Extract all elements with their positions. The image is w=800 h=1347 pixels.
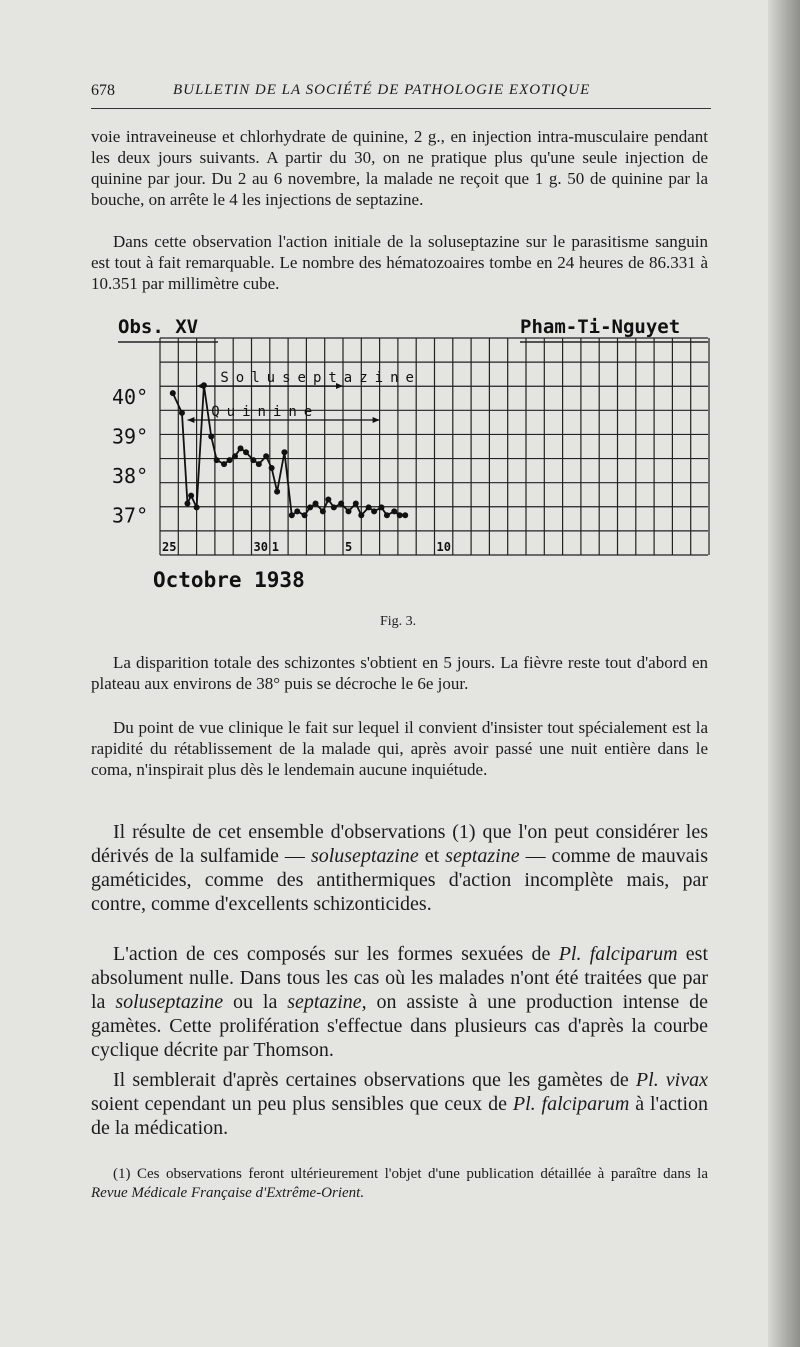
temperature-point <box>188 493 194 499</box>
running-title: BULLETIN DE LA SOCIÉTÉ DE PATHOLOGIE EXOTIQUE <box>173 82 591 98</box>
paragraph-mid-2: Du point de vue clinique le fait sur lequel il convient d'insister tout spécialement est la rapidité du rétablissement de la malade qui, après avoir passé une nuit entière dans le coma, n'inspirait plus dès le lendemain aucune inquiétude. <box>91 718 708 779</box>
y-tick-label: 37° <box>112 503 149 528</box>
footnote-journal: Revue Médicale Française d'Extrême-Orient. <box>91 1185 365 1201</box>
temperature-point <box>331 504 337 510</box>
temperature-point <box>307 504 313 510</box>
temperature-point <box>194 504 200 510</box>
chart-labels <box>112 316 680 592</box>
temperature-point <box>338 500 344 506</box>
text-italic: soluseptazine <box>115 991 224 1013</box>
temperature-curve <box>170 382 408 518</box>
temperature-point <box>214 457 220 463</box>
paragraph-top-1: voie intraveineuse et chlorhydrate de quinine, 2 g., en injection intra-musculaire pendant les deux jours suivants. A partir du 30, on ne pratique plus qu'une seule injection de quinine par jour. Du 2 au 6 novembre, la malade ne reçoit que 1 g. 50 de quinine par la bouche, on arrête le 4 les injections de septazine. <box>91 127 708 209</box>
y-tick-label: 39° <box>112 424 149 449</box>
page-number: 678 <box>91 82 115 99</box>
x-tick-label: 5 <box>345 540 353 554</box>
month-label: Octobre 1938 <box>153 568 305 592</box>
conclusion-paragraph-2 <box>91 942 708 1062</box>
temperature-point <box>358 512 364 518</box>
y-tick-label: 40° <box>112 385 149 410</box>
temperature-point <box>256 461 262 467</box>
x-tick-label: 10 <box>436 540 451 554</box>
temperature-point <box>269 465 275 471</box>
temperature-point <box>179 410 185 416</box>
text-run: à l'action de la médication. <box>91 1093 709 1139</box>
text-run: — comme de mauvais gaméticides, comme des antithermiques d'action incomplète mais, par contre, comme d'excellents schizonticides. <box>91 845 708 915</box>
x-tick-label: 25 <box>162 540 177 554</box>
text-italic: septazine <box>445 845 520 867</box>
x-tick-label: 30 <box>253 540 268 554</box>
x-tick-label: 1 <box>271 540 280 554</box>
temperature-point <box>391 508 397 514</box>
temperature-point <box>384 512 390 518</box>
temperature-point <box>274 489 280 495</box>
arrowhead <box>373 417 380 423</box>
temperature-chart <box>0 300 800 600</box>
temperature-point <box>366 504 372 510</box>
text-run: soient cependant un peu plus sensibles que ceux de <box>91 1093 513 1115</box>
text-run: L'action de ces composés sur les formes sexuées de <box>113 943 559 965</box>
footnote <box>91 1165 708 1203</box>
temperature-point <box>243 449 249 455</box>
conclusion-paragraph-3 <box>91 1068 708 1140</box>
temperature-point <box>313 500 319 506</box>
temperature-point <box>320 508 326 514</box>
page-header <box>91 82 711 109</box>
temperature-point <box>184 500 190 506</box>
temperature-point <box>238 445 244 451</box>
y-tick-label: 38° <box>112 463 149 488</box>
chart-title-left: Obs. XV <box>118 316 199 338</box>
temperature-point <box>232 453 238 459</box>
temperature-point <box>263 453 269 459</box>
arrowhead <box>187 417 194 423</box>
treatment-label: Quinine <box>211 404 320 420</box>
text-run: et <box>418 845 446 867</box>
treatment-arrows <box>187 370 421 423</box>
text-run: Il résulte de cet ensemble d'observations (1) que l'on peut considérer les dérivés de la sulfamide — <box>91 821 708 867</box>
temperature-point <box>302 512 308 518</box>
temperature-point <box>289 512 295 518</box>
temperature-point <box>250 457 256 463</box>
text-run: ou la <box>223 991 288 1013</box>
temperature-point <box>353 500 359 506</box>
temperature-point <box>294 508 300 514</box>
temperature-point <box>378 504 384 510</box>
text-run: est absolument nulle. Dans tous les cas où les malades n'ont été traitées que par la <box>91 943 709 1013</box>
paragraph-mid-1: La disparition totale des schizontes s'obtient en 5 jours. La fièvre reste tout d'abord en plateau aux environs de 38° puis se décroche le 6e jour. <box>91 653 708 693</box>
figure-caption: Fig. 3. <box>380 614 417 629</box>
chart-title-right: Pham-Ti-Nguyet <box>520 316 681 338</box>
temperature-point <box>208 434 214 440</box>
temperature-point <box>397 512 403 518</box>
conclusion-paragraph-1 <box>91 820 708 916</box>
text-italic: septazine, <box>287 991 367 1013</box>
text-italic: soluseptazine <box>310 845 419 867</box>
footnote-text: (1) Ces observations feront ultérieurement l'objet d'une publication détaillée à paraître dans la <box>113 1166 708 1182</box>
temperature-point <box>345 508 351 514</box>
text-run: Il semblerait d'après certaines observations que les gamètes de <box>113 1069 636 1091</box>
temperature-point <box>227 457 233 463</box>
temperature-point <box>371 508 377 514</box>
text-italic: Pl. vivax <box>635 1069 708 1091</box>
paragraph-top-2: Dans cette observation l'action initiale de la soluseptazine sur le parasitisme sanguin est tout à fait remarquable. Le nombre des hématozoaires tombe en 24 heures de 86.331 à 10.351 par millimètre cube. <box>91 232 708 293</box>
temperature-point <box>325 497 331 503</box>
page-edge-shadow <box>768 0 800 1347</box>
text-italic: Pl. falciparum <box>558 943 678 965</box>
temperature-point <box>402 512 408 518</box>
temperature-point <box>170 390 176 396</box>
text-italic: Pl. falciparum <box>512 1093 630 1115</box>
text-run: on assiste à une production intense de gamètes. Cette prolifération s'effectue dans plusieurs cas d'après la courbe cyclique décrite par Thomson. <box>91 991 708 1061</box>
temperature-point <box>221 461 227 467</box>
temperature-point <box>281 449 287 455</box>
treatment-label: Soluseptazine <box>220 370 421 386</box>
temperature-point <box>201 382 207 388</box>
